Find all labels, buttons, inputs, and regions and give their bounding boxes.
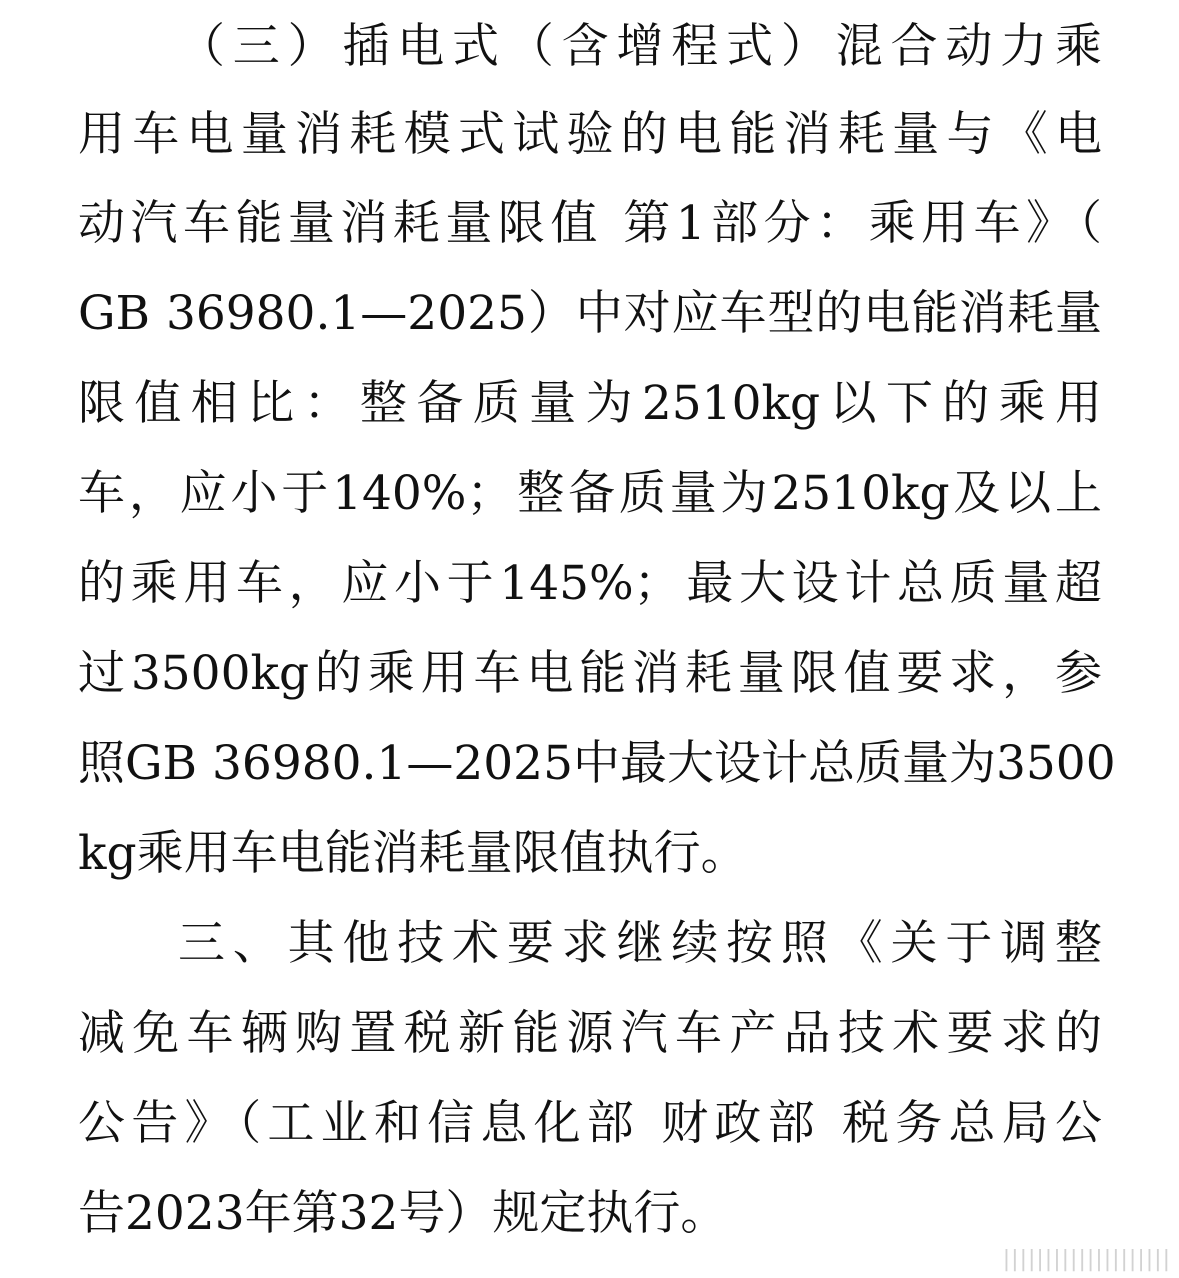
- paragraph-1-line-10: kg乘用车电能消耗量限值执行。: [78, 826, 748, 881]
- paragraph-1-line-2: 用车电量消耗模式试验的电能消耗量与《电: [78, 107, 1102, 162]
- watermark: ||||||||||||||||||||: [1002, 1247, 1171, 1272]
- paragraph-1-line-8: 过3500kg的乘用车电能消耗量限值要求，参: [78, 646, 1102, 701]
- paragraph-2-line-1: 三、其他技术要求继续按照《关于调整: [178, 916, 1102, 971]
- paragraph-1-line-3: 动汽车能量消耗量限值 第1部分：乘用车》（: [78, 196, 1102, 251]
- paragraph-1-line-6: 车，应小于140%；整备质量为2510kg及以上: [78, 466, 1102, 521]
- paragraph-2-line-2: 减免车辆购置税新能源汽车产品技术要求的: [78, 1006, 1102, 1061]
- paragraph-1-line-7: 的乘用车，应小于145%；最大设计总质量超: [78, 556, 1102, 611]
- paragraph-1-line-9: 照GB 36980.1—2025中最大设计总质量为3500: [78, 736, 1116, 791]
- paragraph-1-line-4: GB 36980.1—2025）中对应车型的电能消耗量: [78, 286, 1102, 341]
- paragraph-2-line-3: 公告》（工业和信息化部 财政部 税务总局公: [78, 1096, 1102, 1151]
- paragraph-1-line-5: 限值相比：整备质量为2510kg以下的乘用: [78, 376, 1102, 431]
- paragraph-2-line-4: 告2023年第32号）规定执行。: [78, 1186, 728, 1241]
- paragraph-1-line-1: （三）插电式（含增程式）混合动力乘: [178, 19, 1102, 74]
